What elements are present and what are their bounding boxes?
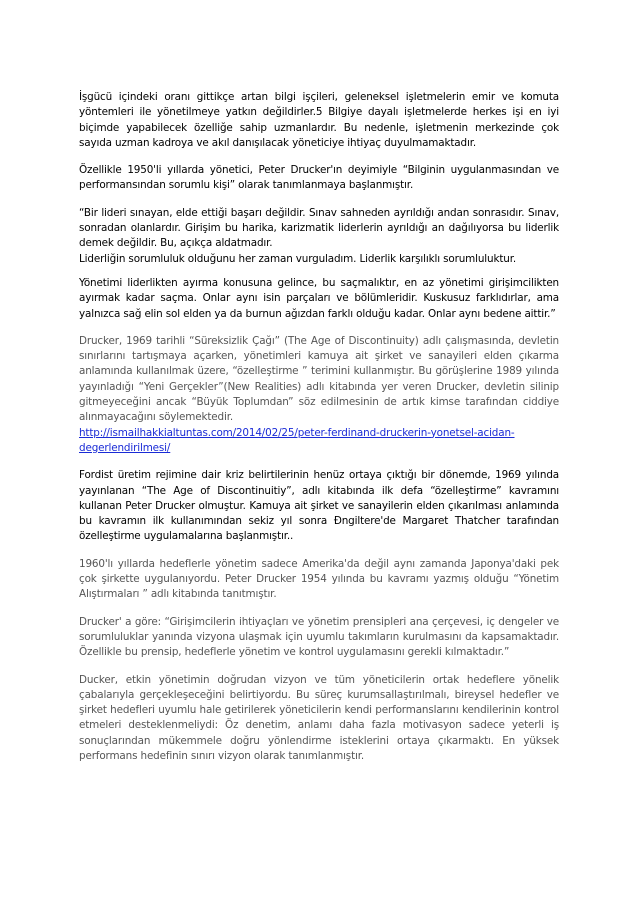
paragraph-leader-quote: “Bir lideri sınayan, elde ettiği başarı değildir. Sınav sahneden ayrıldığı andan sonrasıdır. Sınav, sonradan olanlardır. Girişim bu harika, karizmatik liderlerin ayrıldığı an dağılıyorsa bu liderlik demek değildir. Bu, açıkça aldatmadır.	[79, 206, 559, 250]
paragraph-management-by-objectives: 1960'lı yıllarda hedeflerle yönetim sadece Amerika'da değil aynı zamanda Japonya'daki pek çok şirkette uygulanıyordu. Peter Drucker 1954 yılında bu kavramı yazmış olduğu “Yönetim Alıştırmaları ” adlı kitabında tanıtmıştır.	[79, 557, 559, 601]
paragraph-1950s-manager: Özellikle 1950'li yıllarda yönetici, Peter Drucker'ın deyimiyle “Bilginin uygulanmasından ve performansından sorumlu kişi” olarak tanımlanmaya başlanmıştır.	[79, 164, 559, 192]
paragraph-management-leadership: Yönetimi liderlikten ayırma konusuna gelince, bu saçmalıktır, en az yönetimi girişimcilikten ayırmak kadar saçma. Onlar aynı isin parçaları ve bölümleridir. Kuskusuz farklıdırlar, ama yalnızca sağ elin sol elden ya da burnun ağızdan farklı olduğu kadar. Onlar aynı bedene aittir.”	[79, 276, 559, 320]
paragraph-knowledge-workers: İşgücü içindeki oranı gittikçe artan bilgi işçileri, geleneksel işletmelerin emir ve komuta yöntemleri ile yönetilmeye yatkın değildirler.5 Bilgiye dayalı işletmelerde herkes işi en iyi biçimde yapabilecek özelliğe sahip uzmanlardır. Bu nedenle, işletmenin merkezinde çok sayıda uzman kadroya ve akıl danışılacak yöneticiye ihtiyaç duyulmamaktadır.	[79, 91, 559, 149]
paragraph-effective-management: Ducker, etkin yönetimin doğrudan vizyon ve tüm yöneticilerin ortak hedeflere yönelik çabalarıyla gerçekleşeceğini belirtiyordu. Bu süreç kurumsallaştırılmalı, bireysel hedefler ve şirket hedefleri uyumlu hale getirilerek yöneticilerin kendi performanslarını kendilerinin kontrol etmeleri desteklenmeliydi: Öz denetim, anlamı daha fazla motivasyon sadece yeterli iş sonuçlarından mükemmele doğru yönlendirme isteklerini ortaya çıkarmaktı. En yüksek performans hedefinin sınırı vizyon olarak tanımlanmıştır.	[79, 673, 559, 762]
paragraph-leadership-responsibility: Liderliğin sorumluluk olduğunu her zaman vurguladım. Liderlik karşılıklı sorumluluktur.	[79, 252, 517, 265]
document-body	[79, 90, 559, 764]
source-link[interactable]: http://ismailhakkialtuntas.com/2014/02/25/peter-ferdinand-druckerin-yonetsel-acidan-degerlendirilmesi/	[79, 426, 515, 454]
paragraph-drucker-quote: Drucker' a göre: “Girişimcilerin ihtiyaçları ve yönetim prensipleri ana çerçevesi, iç dengeler ve sorumluluklar yanında vizyona ulaşmak için uyumlu takımların kurulmasını da kapsamaktadır. Özellikle bu prensip, hedeflerle yönetim ve kontrol uygulamasını gerekli kılmaktadır.”	[79, 615, 559, 659]
paragraph-privatization: Fordist üretim rejimine dair kriz belirtilerinin henüz ortaya çıktığı bir dönemde, 1969 yılında yayınlanan “The Age of Discontinuitiy”, adlı kitabında ilk defa “özelleştirme” kavramını kullanan Peter Drucker olmuştur. Kamuya ait şirket ve sanayilerin elden çıkarılması anlamında bu kavramın ilk kullanımından sekiz yıl sonra Đngiltere'de Margaret Thatcher tarafından özelleştirme uygulamalarına başlanmıştır..	[79, 469, 559, 543]
paragraph-age-of-discontinuity: Drucker, 1969 tarihli “Süreksizlik Çağı” (The Age of Discontinuity) adlı çalışmasında, devletin sınırlarını tartışmaya açarken, yönetimleri kamuya ait şirket ve sanayileri elden çıkarma anlamında kullanılmak üzere, “özelleştirme ” terimini kullanmıştır. Bu görüşlerine 1989 yılında yayınladığı “Yeni Gerçekler”(New Realities) adlı kitabında yer veren Drucker, devletin silinip gitmeyeceğini ancak “Büyük Toplumdan” söz edilmesinin de artık kimse tarafından ciddiye alınmayacağını söylemektedir.	[79, 334, 559, 424]
